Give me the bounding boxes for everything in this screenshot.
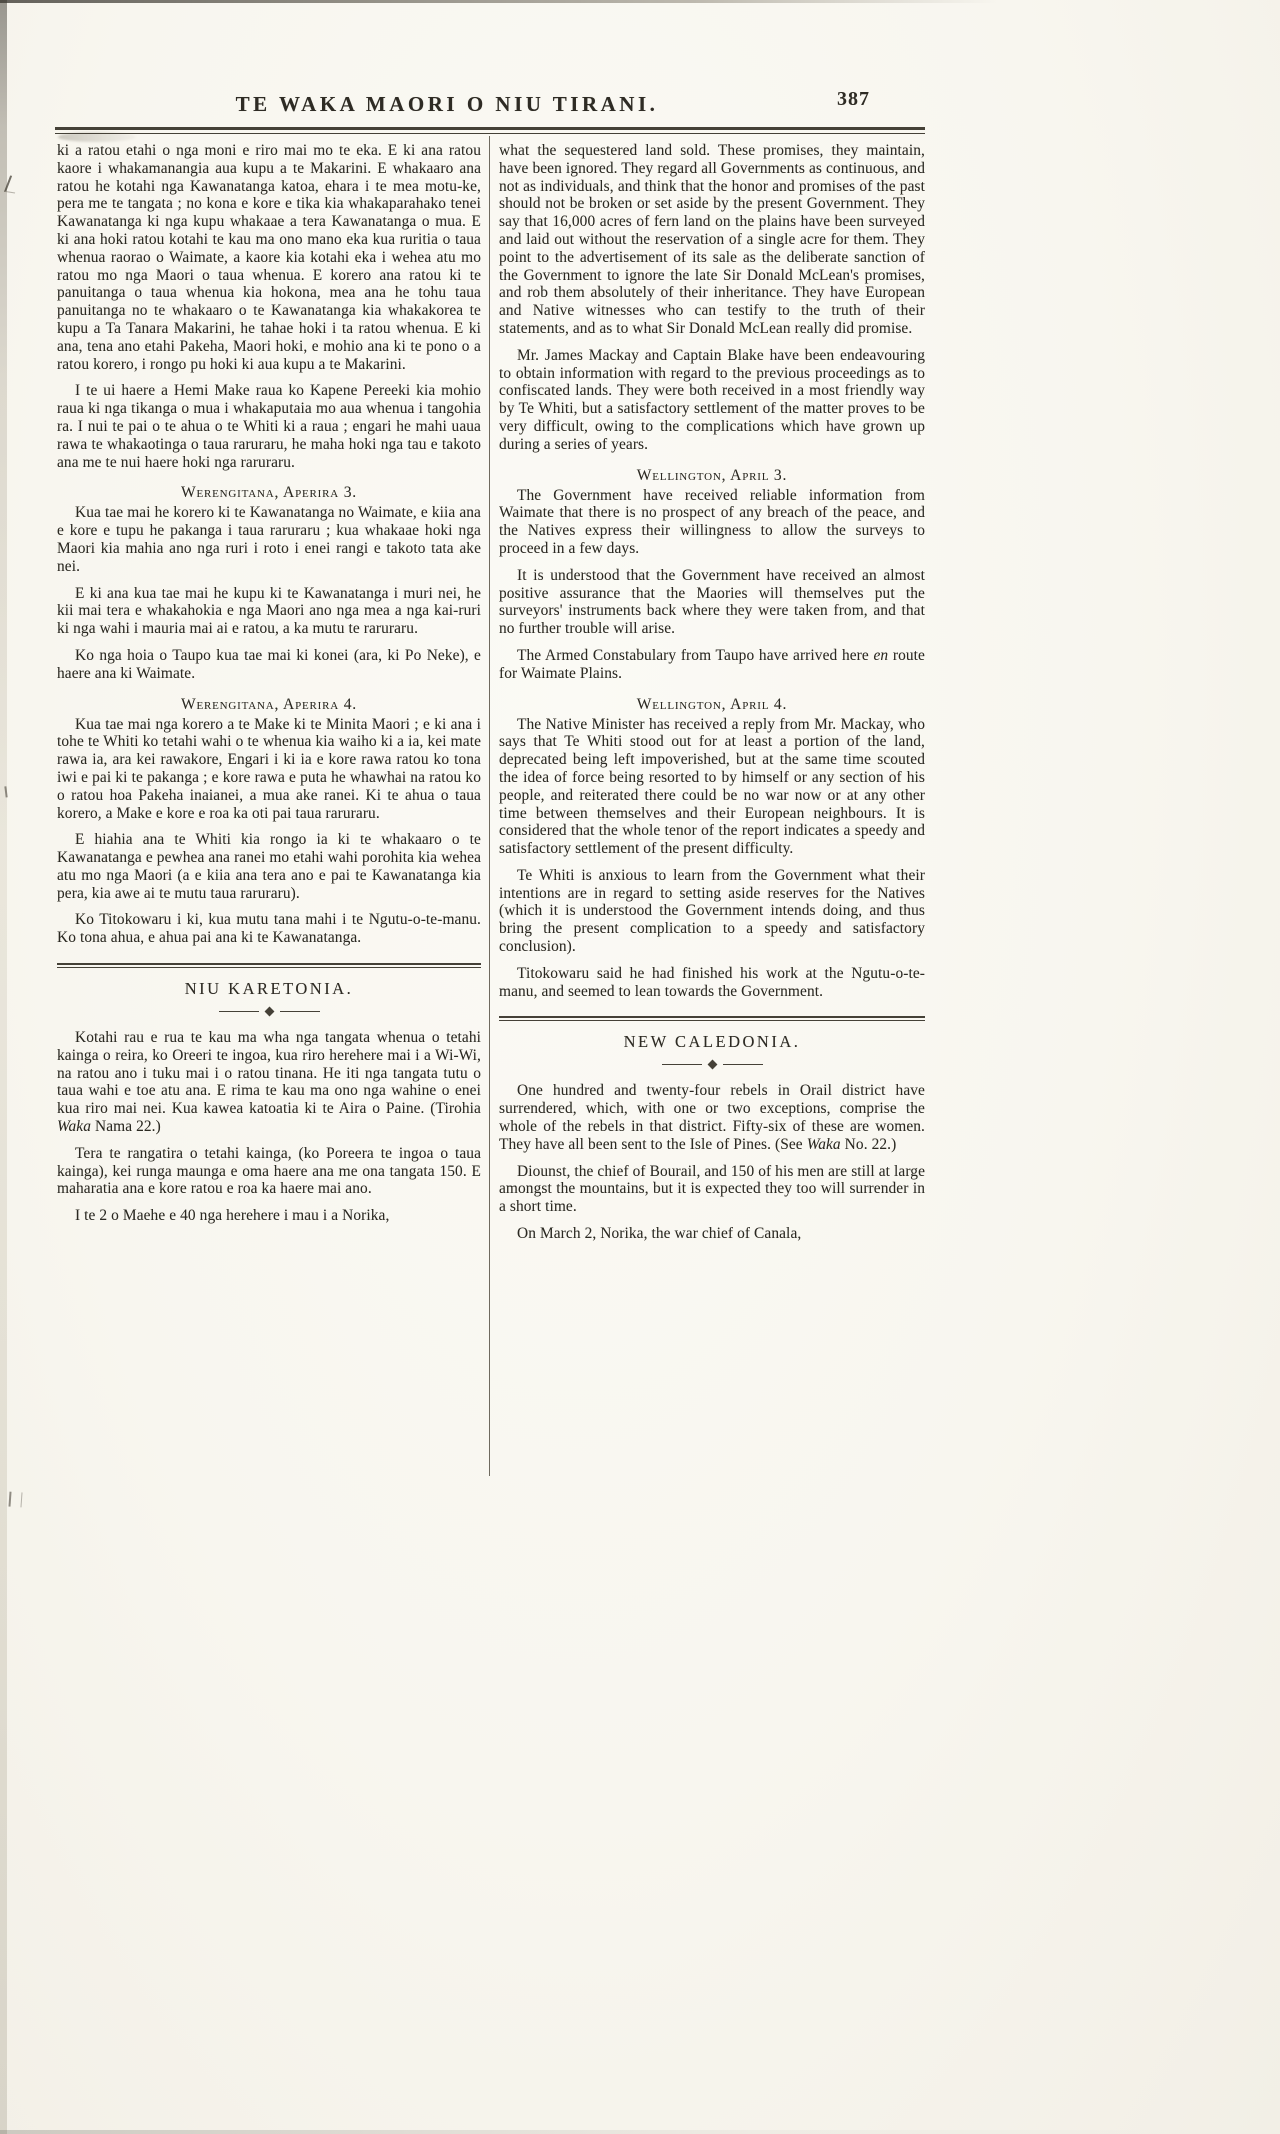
dateline-wellington-april-3: Wellington, April 3. xyxy=(636,466,788,484)
masthead-rule xyxy=(55,127,925,134)
paragraph: I te ui haere a Hemi Make raua ko Kapene Pereeki kia mohio raua ki nga tikanga o mua i whakaputaia mo aua whenua i tangohia ra. I nui te pai o te ahua o te Whiti ki a raua ; engari he mahi uaua rawa te whakaotinga o taua raruraru, he maha hoki nga tau e takoto ana me te nui haere hoki nga raruraru. xyxy=(57,382,481,471)
scan-edge-bottom xyxy=(0,2130,1280,2134)
italic-text: en xyxy=(873,646,889,664)
left-column xyxy=(57,142,481,1234)
right-column xyxy=(499,142,925,1252)
divider-line xyxy=(723,1064,763,1065)
section-rule xyxy=(499,1016,925,1021)
scan-edge-top xyxy=(0,0,998,3)
paragraph: Kua tae mai he korero ki te Kawanatanga no Waimate, e kiia ana e kore e tupu he pakanga i taua raruraru ; kua whakaae hoki nga Maori kia mahia ano nga ruri i roto i enei rangi e takoto tata ake nei. xyxy=(57,504,481,575)
dateline-wellington-april-4: Wellington, April 4. xyxy=(636,695,788,713)
paragraph: Mr. James Mackay and Captain Blake have been endeavouring to obtain information with regard to the previous proceedings as to confiscated lands. They were both received in a most friendly way by Te Whiti, but a satisfactory settlement of the matter proves to be very difficult, owing to the complications which have grown up during a series of years. xyxy=(499,346,925,453)
paragraph-text: Kotahi rau e rua te kau ma wha nga tangata whenua o tetahi kainga o reira, ko Oreeri te ingoa, kua riro herehere mai i a Wi-Wi, na ratou ano i tuku mai i o ratou tinana. He iti nga tangata tutu o taua wahi e toe atu ana. E rima te kau ma ono nga wahine o enei kua riro mai nei. Kua kawea katoatia ki te Aira o Paine. (Tirohia xyxy=(57,1029,481,1118)
divider-line xyxy=(662,1064,702,1065)
paragraph: E ki ana kua tae mai he kupu ki te Kawanatanga i muri nei, he kii mai tera e whakahokia e nga Maori ano nga mea a nga kai-ruri ki nga wahi i mauria mai ai e ratou, a ka mutu te raruraru. xyxy=(57,584,481,638)
paragraph-text: The Armed Constabulary from Taupo have arrived here xyxy=(517,646,874,664)
paragraph-text: route for Waimate Plains. xyxy=(499,646,925,682)
paragraph: Ko nga hoia o Taupo kua tae mai ki konei (ara, ki Po Neke), e haere ana ki Waimate. xyxy=(57,646,481,682)
paragraph: It is understood that the Government have received an almost positive assurance that the Maories will themselves put the surveyors' instruments back where they were taken from, and that no further trouble will arise. xyxy=(499,566,925,638)
scan-edge-left xyxy=(0,0,7,2134)
italic-text: Waka xyxy=(806,1135,841,1153)
paragraph xyxy=(499,647,925,683)
paragraph: Diounst, the chief of Bourail, and 150 of his men are still at large amongst the mountains, but it is expected they too will surrender in a short time. xyxy=(499,1162,925,1216)
dateline-werengitana-aperira-3: Werengitana, Aperira 3. xyxy=(180,484,358,502)
paragraph: Tera te rangatira o tetahi kainga, (ko Poreera te ingoa o taua kainga), kei runga maunga e oma haere ana me ona tangata 150. E maharatia ana e kore ratou e roa ka haere mai ano. xyxy=(57,1144,481,1198)
column-divider-rule xyxy=(489,136,490,1476)
diamond-icon xyxy=(707,1060,717,1070)
diamond-icon xyxy=(264,1007,274,1017)
paragraph: On March 2, Norika, the war chief of Canala, xyxy=(517,1225,802,1243)
paragraph: Te Whiti is anxious to learn from the Government what their intentions are in regard to setting aside reserves for the Natives (which it is understood the Government intends doing, and thus bring the present complication to a speedy and satisfactory conclusion). xyxy=(499,866,925,956)
section-title: NEW CALEDONIA. xyxy=(623,1032,801,1052)
paragraph-text: No. 22.) xyxy=(840,1135,897,1153)
paragraph-text: Nama 22.) xyxy=(91,1118,161,1136)
paragraph-text: One hundred and twenty-four rebels in Orail district have surrendered, which, with one or two exceptions, comprise the whole of the rebels in that district. Fifty-six of these are women. They have all been sent to the Isle of Pines. (See xyxy=(499,1082,925,1153)
section-title: NIU KARETONIA. xyxy=(184,979,354,999)
masthead xyxy=(57,88,925,117)
paragraph: The Government have received reliable information from Waimate that there is no prospect of any breach of the peace, and the Natives express their willingness to allow the surveys to proceed in a few days. xyxy=(499,486,925,557)
paragraph: I te 2 o Maehe e 40 nga herehere i mau i a Norika, xyxy=(75,1207,390,1225)
paragraph xyxy=(57,1029,481,1136)
italic-text: Waka xyxy=(57,1118,92,1136)
section-rule xyxy=(57,963,481,968)
paragraph: ki a ratou etahi o nga moni e riro mai mo te eka. E ki ana ratou kaore i whakamanangia aua kupu a te Makarini. E whakaaro ana ratou he kotahi nga Kawanatanga katoa, ehara i te mea motu-ke, pera me te tangata ; no kona e kore e tika kia whakaparahako tenei Kawanatanga ki nga kupu whakaae a tera Kawanatanga o mua. E ki ana hoki ratou kotahi te kau ma ono mano eka kua ruritia o taua whenua raorao o Waimate, a kaore kia kotahi eka i wehea atu mo ratou mo nga Maori o taua whenua. E korero ana ratou ki te panuitanga o taua whenua kia hokona, mea ana he tohu taua panuitanga no te whakaaro o te Kawanatanga kia whakakorea te kupu a Ta Tanara Makarini, he tahae hoki i ta ratou whenua. E ki ana, tena ano etahi Pakeha, Maori hoki, e mohio ana ki te pono o a ratou korero, i rongo pu hoki ki aua kupu a te Makarini. xyxy=(57,142,481,373)
paragraph xyxy=(499,1082,925,1153)
scan-mark xyxy=(4,786,13,798)
section-heading-niu-karetonia xyxy=(57,963,481,1015)
divider-line xyxy=(280,1011,320,1012)
paragraph: The Native Minister has received a reply from Mr. Mackay, who says that Te Whiti stood out for at least a portion of the land, deprecated being left impoverished, but at the same time scouted the idea of force being resorted to by himself or any section of his people, and reiterated there could be no war now or at any other time between themselves and their European neighbours. It is considered that the whole tenor of the report indicates a speedy and satisfactory settlement of the present difficulty. xyxy=(499,715,925,858)
dateline-werengitana-aperira-4: Werengitana, Aperira 4. xyxy=(180,695,358,713)
diamond-divider xyxy=(57,1008,481,1015)
divider-line xyxy=(219,1011,259,1012)
paragraph: what the sequestered land sold. These promises, they maintain, have been ignored. They regard all Governments as continuous, and not as individuals, and think that the honor and promises of the past should not be broken or set aside by the present Government. They say that 16,000 acres of fern land on the plains have been surveyed and laid out without the reservation of a single acre for them. They point to the advertisement of its sale as the deliberate sanction of the Government to ignore the late Sir Donald McLean's promises, and rob them absolutely of their inheritance. They have European and Native witnesses who can testify to the truth of their statements, and as to what Sir Donald McLean really did promise. xyxy=(499,142,925,337)
scan-mark xyxy=(8,1492,22,1508)
paragraph: Kua tae mai nga korero a te Make ki te Minita Maori ; e ki ana i tohe te Whiti ko tetahi wahi o te whenua kia waiho ki a ia, kei mate rawa ia, ara kei rawakore, Engari i ki ia e kore rawa ratou ko tona iwi e pai ki te pakanga ; e kore rawa e puta he whawhai na ratou ko o ratou hoa Pakeha inaianei, a mua ake ranei. Ki te ahua o taua korero, a Make e kore e roa ka oti pai taua raruraru. xyxy=(57,715,481,822)
section-heading-new-caledonia xyxy=(499,1016,925,1068)
paper-title: TE WAKA MAORI O NIU TIRANI. xyxy=(235,92,659,116)
page-number: 387 xyxy=(837,88,870,110)
paragraph: Titokowaru said he had finished his work at the Ngutu-o-te-manu, and seemed to lean towards the Government. xyxy=(499,964,925,1000)
diamond-divider xyxy=(499,1061,925,1068)
paragraph: E hiahia ana te Whiti kia rongo ia ki te whakaaro o te Kawanatanga e pewhea ana ranei mo etahi wahi porohita kia wehea atu mo nga Maori (a e kiia ana tera ano e pai te Kawanatanga kia pera, kia awe ai te mutu taua raruraru). xyxy=(57,831,481,902)
paragraph: Ko Titokowaru i ki, kua mutu tana mahi i te Ngutu-o-te-manu. Ko tona ahua, e ahua pai ana ki te Kawanatanga. xyxy=(57,911,481,947)
